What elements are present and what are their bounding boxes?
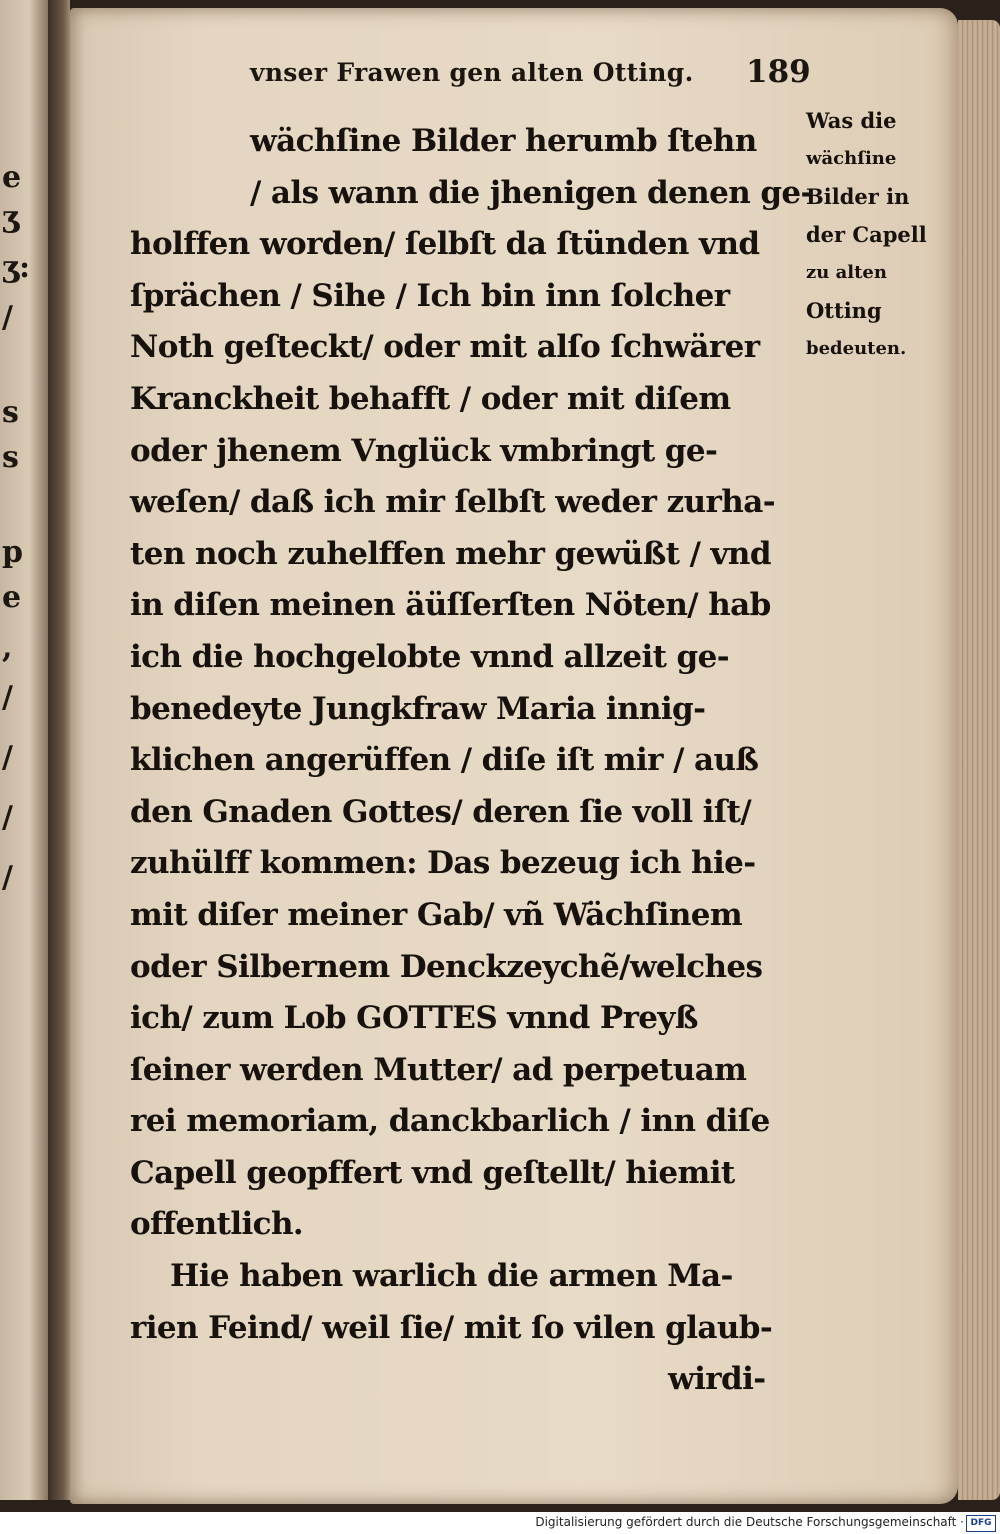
body-line: ten noch zuhelffen mehr gewüßt / vnd	[130, 535, 771, 572]
marginal-note-line: zu alten	[806, 262, 887, 283]
previous-page-character: /	[2, 680, 13, 715]
previous-page-character: /	[2, 860, 13, 895]
catchword: wirdi-	[668, 1361, 766, 1398]
marginal-note-line: bedeuten.	[806, 338, 907, 359]
body-text	[130, 116, 820, 1406]
body-line: / als wann die jhenigen denen ge-	[250, 174, 813, 211]
body-line: Noth geſteckt/ oder mit alſo ſchwärer	[130, 329, 760, 366]
body-line: zuhülff kommen: Das bezeug ich hie-	[130, 845, 756, 882]
previous-page-character: ,	[2, 630, 13, 665]
dfg-logo-icon: DFG	[966, 1515, 996, 1532]
body-line: in diſen meinen äüſſerſten Nöten/ hab	[130, 587, 771, 624]
body-line: ich die hochgelobte vnnd allzeit ge-	[130, 638, 730, 675]
body-line: Hie haben warlich die armen Ma-	[170, 1258, 733, 1295]
page-number: 189	[746, 54, 811, 90]
previous-page-character: e	[2, 160, 22, 195]
previous-page-character: s	[2, 395, 19, 430]
previous-page-character: e	[2, 580, 22, 615]
marginal-note-line: Was die	[806, 108, 897, 133]
body-line: oder Silbernem Denckzeychẽ/welches	[130, 948, 763, 985]
body-line: holffen worden/ ſelbſt da ſtünden vnd	[130, 226, 760, 263]
previous-page-character: ʒ:	[2, 250, 31, 285]
page-block-edges	[958, 20, 1000, 1500]
body-line: ſeiner werden Mutter/ ad perpetuam	[130, 1051, 747, 1088]
footer-credit-text: Digitalisierung gefördert durch die Deutsche Forschungsgemeinschaft ·	[535, 1515, 964, 1529]
previous-page-character: s	[2, 440, 19, 475]
previous-page-character: /	[2, 740, 13, 775]
body-line: wächſine Bilder herumb ſtehn	[250, 123, 757, 159]
body-line: offentlich.	[130, 1206, 304, 1243]
body-line: Capell geopffert vnd geſtellt/ hiemit	[130, 1154, 735, 1191]
marginal-note-line: Bilder in	[806, 184, 910, 209]
book-gutter	[48, 0, 70, 1500]
body-line: rien Feind/ weil ſie/ mit ſo vilen glaub-	[130, 1309, 773, 1346]
running-head: vnser Frawen gen alten Otting.	[250, 58, 694, 87]
previous-page-character: ʒ	[2, 200, 20, 235]
body-line: oder jhenem Vnglück vmbringt ge-	[130, 432, 718, 469]
page	[70, 8, 958, 1504]
previous-page-character: /	[2, 300, 13, 335]
body-line: weſen/ daß ich mir ſelbſt weder zurha-	[130, 484, 775, 521]
body-line: ſprächen / Sihe / Ich bin inn ſolcher	[130, 277, 730, 314]
marginal-note-line: wächſine	[806, 148, 897, 169]
marginal-note	[806, 102, 956, 368]
previous-page-character: p	[2, 535, 23, 570]
body-line: mit diſer meiner Gab/ vñ Wächſinem	[130, 896, 743, 933]
marginal-note-line: der Capell	[806, 222, 927, 247]
footer-credit-bar	[0, 1512, 1000, 1534]
body-line: benedeyte Jungkfraw Maria innig-	[130, 690, 706, 727]
previous-page-edge	[0, 0, 51, 1500]
body-line: rei memoriam, danckbarlich / inn diſe	[130, 1103, 770, 1140]
body-line: Kranckheit behafft / oder mit diſem	[130, 380, 731, 417]
previous-page-character: /	[2, 800, 13, 835]
body-line: klichen angerüffen / diſe iſt mir / auß	[130, 742, 759, 779]
marginal-note-line: Otting	[806, 298, 882, 323]
body-line: den Gnaden Gottes/ deren ſie voll iſt/	[130, 793, 752, 830]
body-line: ich/ zum Lob GOTTES vnnd Preyß	[130, 1000, 698, 1037]
